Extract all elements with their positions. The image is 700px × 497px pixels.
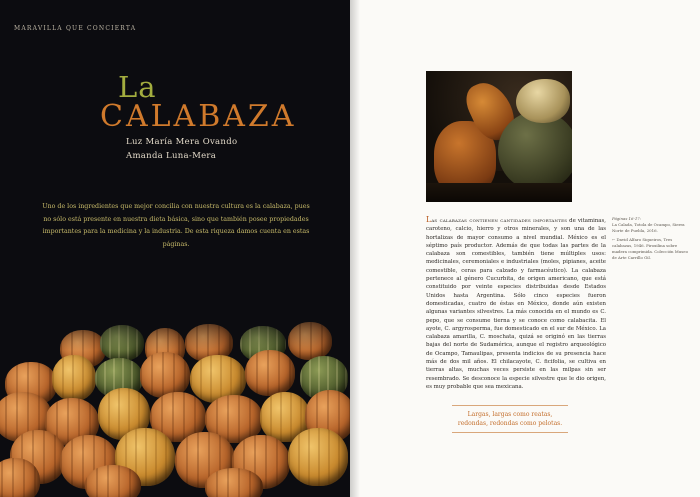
intro-paragraph: Uno de los ingredientes que mejor concilia con nuestra cultura es la calabaza, pues no sólo está presente en nuestra dieta básica, sino que también posee propiedades importantes para la medicina y la industria. De esta riqueza damos cuenta en estas páginas. bbox=[42, 203, 310, 248]
pull-quote: Largas, largas como reatas, redondas, redondas como pelotas. bbox=[452, 405, 568, 433]
pumpkin-pile-photo bbox=[0, 300, 350, 497]
caption-painting: ← David Alfaro Siqueiros, Tres calabazas, 1946. Piroxilina sobre madera comprimida. Colección Museo de Arte Carrillo Gil. bbox=[612, 237, 688, 260]
drop-cap: L bbox=[426, 215, 432, 224]
title-line-2: CALABAZA bbox=[100, 99, 297, 134]
image-caption bbox=[612, 216, 688, 261]
caption-location: La Calada, Totola de Ocampo, Sierra Norte de Puebla, 2016. bbox=[612, 222, 685, 233]
body-text: de vitaminas, caroteno, calcio, hierro y otros minerales, y son una de las hortalizas de mayor consumo a nivel mundial. México es el séptimo país productor. Además de que todas las partes de la calabaza son comestibles, también tiene múltiples usos: medicinales, ceremoniales e industriales (moles, pipianes, aceite comestible, ceras para calzado y farmacéutico). La calabaza pertenece al género Cucurbita, de origen americano, que está constituido por veinte especies distribuidas desde Estados Unidos hasta Argentina. Sólo cinco especies fueron domesticadas, cuatro de éstas en México, donde aún existen algunas variantes silvestres. La más conocida en el mundo es C. pepo, que se consume tierna y se conoce como calabacita. El ayote, C. argyrosperma, fue domesticado en el sur de México. La calabaza amarilla, C. moschata, quizá se originó en las tierras bajas del norte de Sudamérica, aunque el registro arqueológico de Ocampo, Tamaulipas, presenta indicios de su presencia hace más de dos mil años. El chilacayote, C. ficifolia, se cultiva en tierras altas, muchas veces persiste en las milpas sin ser resembrado. Se desconoce la especie silvestre que le dio origen, es muy probable que sea mexicana. bbox=[426, 218, 606, 390]
caption-page-ref: Páginas 16-17: bbox=[612, 216, 642, 221]
running-head: MARAVILLA QUE CONCIERTA bbox=[14, 25, 137, 32]
painting-three-pumpkins bbox=[426, 71, 572, 202]
page-gutter bbox=[350, 0, 360, 497]
author-1: Luz María Mera Ovando bbox=[126, 137, 238, 147]
author-2: Amanda Luna-Mera bbox=[126, 151, 217, 161]
body-lead-in: as calabazas contienen cantidades importantes bbox=[431, 218, 568, 224]
photo-fade bbox=[0, 300, 350, 350]
article-body bbox=[426, 216, 606, 391]
title-line-1: La bbox=[118, 70, 157, 104]
